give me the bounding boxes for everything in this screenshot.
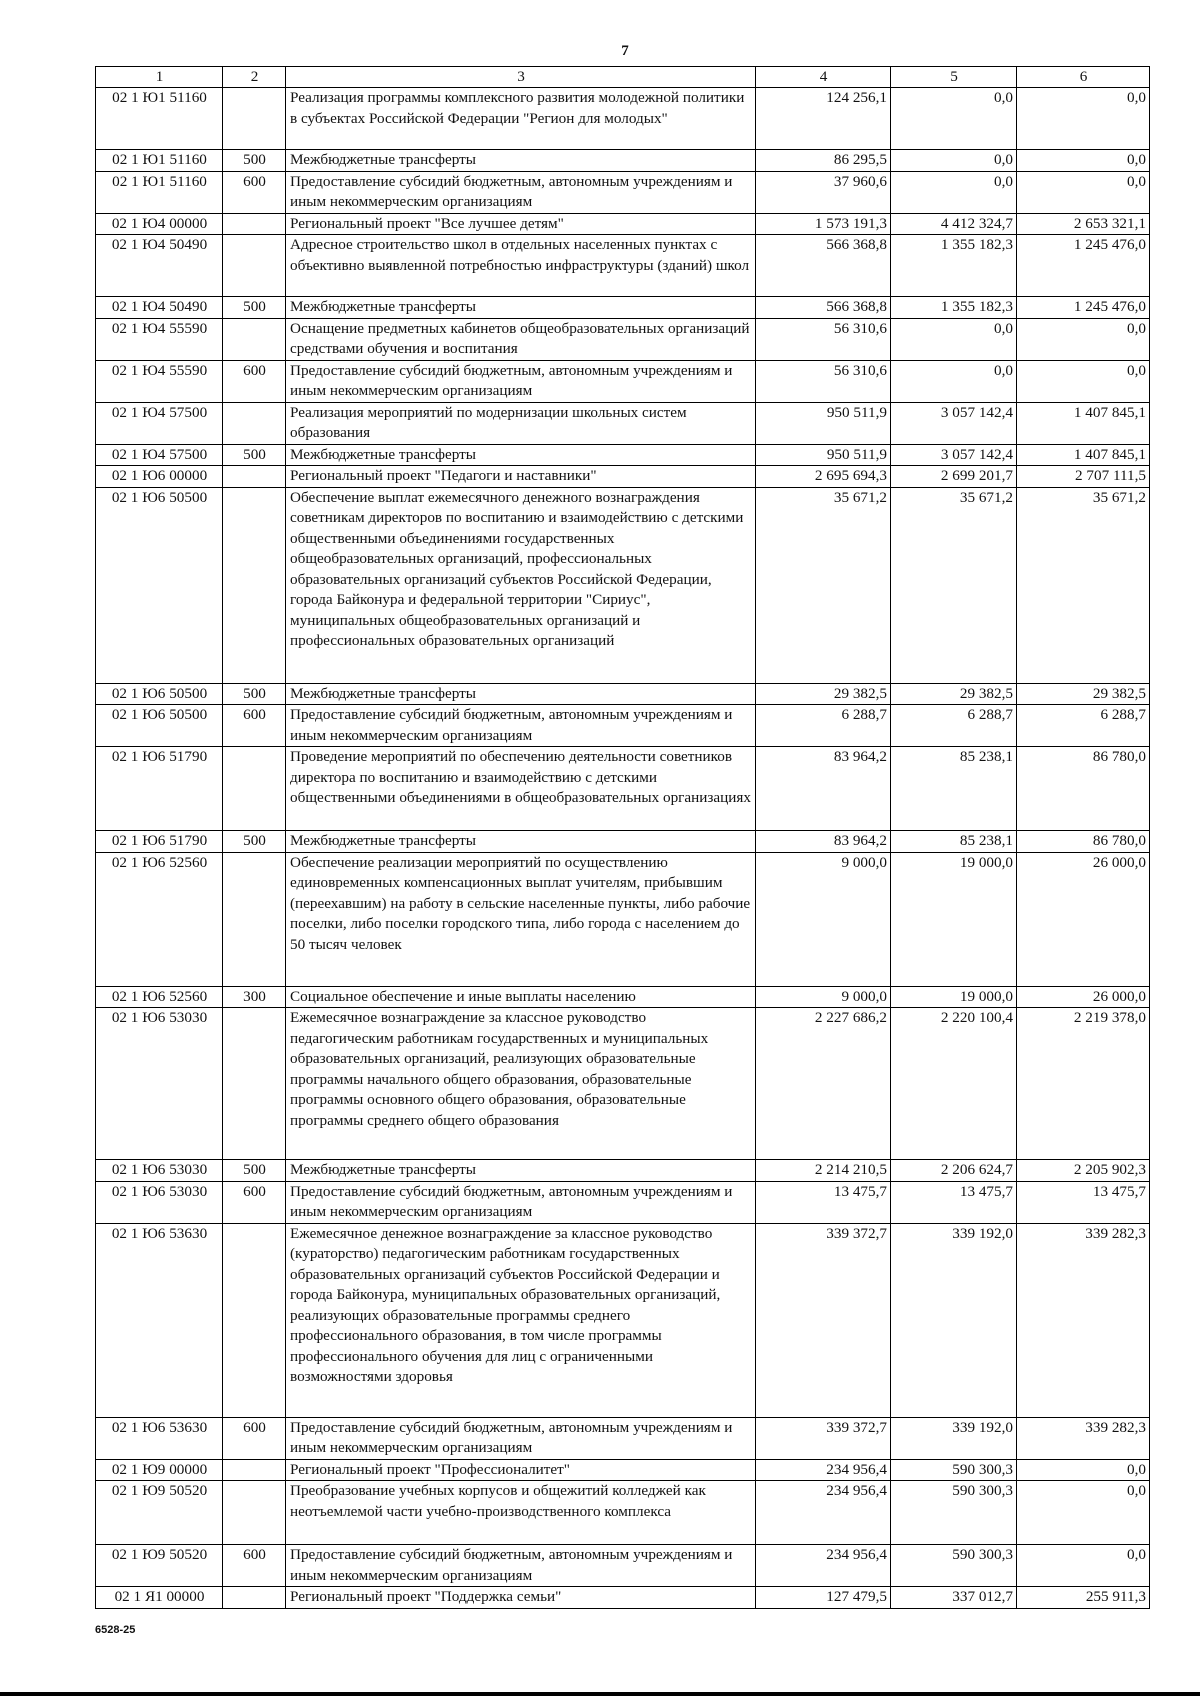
cell-description: Предоставление субсидий бюджетным, автономным учреждениям и иным некоммерческим организациям <box>286 171 756 213</box>
cell-amount-col4: 35 671,2 <box>756 487 891 683</box>
cell-target-code: 02 1 Ю4 55590 <box>96 318 223 360</box>
cell-amount-col5: 0,0 <box>891 318 1017 360</box>
table-row <box>96 213 1150 235</box>
cell-target-code: 02 1 Ю4 00000 <box>96 213 223 235</box>
cell-amount-col4: 37 960,6 <box>756 171 891 213</box>
table-row <box>96 683 1150 705</box>
cell-description: Обеспечение выплат ежемесячного денежного вознаграждения советникам директоров по воспитанию и взаимодействию с детскими общественными объединениями государственных общеобразовательных организаций, профессиональных образовательных организаций субъектов Российской Федерации, города Байконура и федеральной территории "Сириус", муниципальных общеобразовательных организаций и профессиональных образовательных организаций <box>286 487 756 683</box>
table-row <box>96 1008 1150 1160</box>
cell-description: Межбюджетные трансферты <box>286 1160 756 1182</box>
cell-amount-col6: 0,0 <box>1017 318 1150 360</box>
cell-amount-col6: 86 780,0 <box>1017 831 1150 853</box>
cell-target-code: 02 1 Ю6 51790 <box>96 831 223 853</box>
cell-expense-type: 500 <box>223 831 286 853</box>
cell-expense-type: 600 <box>223 171 286 213</box>
cell-expense-type <box>223 487 286 683</box>
document-code: 6528-25 <box>95 1624 136 1636</box>
cell-description: Преобразование учебных корпусов и общежитий колледжей как неотъемлемой части учебно-производственного комплекса <box>286 1481 756 1545</box>
table-row <box>96 402 1150 444</box>
cell-target-code: 02 1 Ю1 51160 <box>96 88 223 150</box>
cell-target-code: 02 1 Ю1 51160 <box>96 150 223 172</box>
cell-amount-col6: 35 671,2 <box>1017 487 1150 683</box>
table-header-row <box>96 67 1150 88</box>
cell-amount-col6: 29 382,5 <box>1017 683 1150 705</box>
table-row <box>96 1481 1150 1545</box>
cell-target-code: 02 1 Ю4 57500 <box>96 444 223 466</box>
cell-description: Предоставление субсидий бюджетным, автономным учреждениям и иным некоммерческим организациям <box>286 705 756 747</box>
cell-amount-col6: 1 245 476,0 <box>1017 297 1150 319</box>
table-row <box>96 1160 1150 1182</box>
cell-amount-col4: 56 310,6 <box>756 360 891 402</box>
cell-amount-col5: 3 057 142,4 <box>891 402 1017 444</box>
table-row <box>96 831 1150 853</box>
cell-target-code: 02 1 Ю6 50500 <box>96 683 223 705</box>
table-row <box>96 444 1150 466</box>
cell-expense-type <box>223 235 286 297</box>
cell-target-code: 02 1 Ю4 50490 <box>96 297 223 319</box>
table-row <box>96 297 1150 319</box>
column-header-2: 2 <box>223 67 286 88</box>
cell-amount-col6: 26 000,0 <box>1017 852 1150 986</box>
cell-amount-col6: 339 282,3 <box>1017 1223 1150 1417</box>
cell-target-code: 02 1 Ю4 50490 <box>96 235 223 297</box>
table-row <box>96 1181 1150 1223</box>
cell-description: Предоставление субсидий бюджетным, автономным учреждениям и иным некоммерческим организациям <box>286 1545 756 1587</box>
cell-amount-col5: 29 382,5 <box>891 683 1017 705</box>
cell-description: Предоставление субсидий бюджетным, автономным учреждениям и иным некоммерческим организациям <box>286 360 756 402</box>
cell-amount-col5: 85 238,1 <box>891 831 1017 853</box>
table-row <box>96 466 1150 488</box>
cell-expense-type <box>223 1481 286 1545</box>
table-row <box>96 171 1150 213</box>
cell-amount-col6: 1 245 476,0 <box>1017 235 1150 297</box>
cell-description: Межбюджетные трансферты <box>286 831 756 853</box>
cell-expense-type: 600 <box>223 1545 286 1587</box>
table-body <box>96 88 1150 1609</box>
cell-expense-type <box>223 1587 286 1609</box>
cell-target-code: 02 1 Я1 00000 <box>96 1587 223 1609</box>
cell-target-code: 02 1 Ю6 53630 <box>96 1223 223 1417</box>
cell-target-code: 02 1 Ю4 55590 <box>96 360 223 402</box>
cell-amount-col5: 590 300,3 <box>891 1481 1017 1545</box>
cell-expense-type: 500 <box>223 150 286 172</box>
column-header-1: 1 <box>96 67 223 88</box>
cell-expense-type: 300 <box>223 986 286 1008</box>
cell-expense-type: 500 <box>223 683 286 705</box>
cell-amount-col4: 339 372,7 <box>756 1417 891 1459</box>
cell-description: Межбюджетные трансферты <box>286 150 756 172</box>
cell-expense-type <box>223 213 286 235</box>
cell-target-code: 02 1 Ю9 50520 <box>96 1481 223 1545</box>
cell-amount-col4: 950 511,9 <box>756 444 891 466</box>
cell-amount-col4: 234 956,4 <box>756 1481 891 1545</box>
scan-edge <box>0 1692 1200 1696</box>
cell-amount-col4: 29 382,5 <box>756 683 891 705</box>
cell-amount-col6: 2 653 321,1 <box>1017 213 1150 235</box>
cell-amount-col4: 234 956,4 <box>756 1459 891 1481</box>
table-row <box>96 705 1150 747</box>
cell-expense-type <box>223 1008 286 1160</box>
cell-amount-col5: 6 288,7 <box>891 705 1017 747</box>
cell-amount-col5: 19 000,0 <box>891 852 1017 986</box>
cell-amount-col5: 0,0 <box>891 171 1017 213</box>
cell-expense-type <box>223 747 286 831</box>
cell-amount-col6: 255 911,3 <box>1017 1587 1150 1609</box>
cell-amount-col4: 83 964,2 <box>756 747 891 831</box>
cell-target-code: 02 1 Ю6 53030 <box>96 1008 223 1160</box>
cell-amount-col6: 0,0 <box>1017 88 1150 150</box>
cell-target-code: 02 1 Ю6 50500 <box>96 705 223 747</box>
cell-amount-col4: 2 227 686,2 <box>756 1008 891 1160</box>
table-row <box>96 88 1150 150</box>
cell-amount-col6: 0,0 <box>1017 1481 1150 1545</box>
cell-expense-type: 600 <box>223 1181 286 1223</box>
cell-amount-col5: 3 057 142,4 <box>891 444 1017 466</box>
cell-expense-type <box>223 1223 286 1417</box>
table-row <box>96 1223 1150 1417</box>
column-header-5: 5 <box>891 67 1017 88</box>
cell-amount-col4: 566 368,8 <box>756 235 891 297</box>
table-row <box>96 1417 1150 1459</box>
cell-amount-col5: 2 206 624,7 <box>891 1160 1017 1182</box>
cell-amount-col4: 56 310,6 <box>756 318 891 360</box>
cell-amount-col6: 13 475,7 <box>1017 1181 1150 1223</box>
cell-description: Региональный проект "Профессионалитет" <box>286 1459 756 1481</box>
cell-expense-type: 500 <box>223 444 286 466</box>
table-row <box>96 318 1150 360</box>
cell-description: Ежемесячное денежное вознаграждение за классное руководство (кураторство) педагогическим работникам государственных образовательных организаций субъектов Российской Федерации и города Байконура, муниципальных образовательных организаций, реализующих образовательные программы среднего профессионального образования, в том числе программы профессионального обучения для лиц с ограниченными возможностями здоровья <box>286 1223 756 1417</box>
cell-amount-col6: 339 282,3 <box>1017 1417 1150 1459</box>
cell-amount-col5: 590 300,3 <box>891 1459 1017 1481</box>
cell-description: Межбюджетные трансферты <box>286 683 756 705</box>
cell-amount-col4: 950 511,9 <box>756 402 891 444</box>
cell-amount-col6: 2 219 378,0 <box>1017 1008 1150 1160</box>
cell-description: Предоставление субсидий бюджетным, автономным учреждениям и иным некоммерческим организациям <box>286 1181 756 1223</box>
cell-expense-type <box>223 88 286 150</box>
cell-amount-col5: 85 238,1 <box>891 747 1017 831</box>
cell-amount-col4: 124 256,1 <box>756 88 891 150</box>
cell-amount-col5: 339 192,0 <box>891 1223 1017 1417</box>
cell-target-code: 02 1 Ю9 50520 <box>96 1545 223 1587</box>
cell-target-code: 02 1 Ю6 50500 <box>96 487 223 683</box>
cell-amount-col5: 2 699 201,7 <box>891 466 1017 488</box>
cell-description: Ежемесячное вознаграждение за классное руководство педагогическим работникам государственных и муниципальных образовательных организаций, реализующих образовательные программы начального общего образования, образовательные программы основного общего образования, образовательные программы среднего общего образования <box>286 1008 756 1160</box>
cell-expense-type: 600 <box>223 360 286 402</box>
cell-amount-col5: 19 000,0 <box>891 986 1017 1008</box>
cell-amount-col5: 0,0 <box>891 88 1017 150</box>
cell-amount-col6: 86 780,0 <box>1017 747 1150 831</box>
cell-description: Региональный проект "Поддержка семьи" <box>286 1587 756 1609</box>
cell-expense-type <box>223 402 286 444</box>
cell-expense-type <box>223 1459 286 1481</box>
cell-amount-col5: 0,0 <box>891 360 1017 402</box>
cell-amount-col5: 2 220 100,4 <box>891 1008 1017 1160</box>
cell-description: Предоставление субсидий бюджетным, автономным учреждениям и иным некоммерческим организациям <box>286 1417 756 1459</box>
cell-target-code: 02 1 Ю1 51160 <box>96 171 223 213</box>
cell-amount-col4: 339 372,7 <box>756 1223 891 1417</box>
cell-description: Социальное обеспечение и иные выплаты населению <box>286 986 756 1008</box>
cell-target-code: 02 1 Ю6 00000 <box>96 466 223 488</box>
cell-amount-col4: 234 956,4 <box>756 1545 891 1587</box>
cell-target-code: 02 1 Ю9 00000 <box>96 1459 223 1481</box>
table-row <box>96 747 1150 831</box>
cell-amount-col6: 0,0 <box>1017 360 1150 402</box>
column-header-6: 6 <box>1017 67 1150 88</box>
table-row <box>96 1545 1150 1587</box>
cell-description: Проведение мероприятий по обеспечению деятельности советников директора по воспитанию и взаимодействию с детскими общественными объединениями в общеобразовательных организациях <box>286 747 756 831</box>
column-header-3: 3 <box>286 67 756 88</box>
cell-description: Региональный проект "Педагоги и наставники" <box>286 466 756 488</box>
table-row <box>96 235 1150 297</box>
cell-amount-col4: 6 288,7 <box>756 705 891 747</box>
cell-amount-col6: 0,0 <box>1017 150 1150 172</box>
cell-amount-col6: 6 288,7 <box>1017 705 1150 747</box>
cell-amount-col6: 0,0 <box>1017 1545 1150 1587</box>
cell-amount-col6: 1 407 845,1 <box>1017 402 1150 444</box>
cell-amount-col4: 9 000,0 <box>756 986 891 1008</box>
table-row <box>96 852 1150 986</box>
cell-target-code: 02 1 Ю6 51790 <box>96 747 223 831</box>
cell-amount-col6: 0,0 <box>1017 171 1150 213</box>
cell-amount-col4: 1 573 191,3 <box>756 213 891 235</box>
cell-amount-col4: 2 214 210,5 <box>756 1160 891 1182</box>
cell-description: Межбюджетные трансферты <box>286 297 756 319</box>
cell-amount-col4: 83 964,2 <box>756 831 891 853</box>
cell-description: Обеспечение реализации мероприятий по осуществлению единовременных компенсационных выплат учителям, прибывшим (переехавшим) на работу в сельские населенные пункты, либо рабочие поселки, либо поселки городского типа, либо города с населением до 50 тысяч человек <box>286 852 756 986</box>
cell-amount-col6: 0,0 <box>1017 1459 1150 1481</box>
cell-amount-col4: 13 475,7 <box>756 1181 891 1223</box>
table-row <box>96 150 1150 172</box>
cell-amount-col6: 26 000,0 <box>1017 986 1150 1008</box>
cell-amount-col5: 590 300,3 <box>891 1545 1017 1587</box>
cell-target-code: 02 1 Ю6 52560 <box>96 852 223 986</box>
table-row <box>96 1587 1150 1609</box>
cell-expense-type <box>223 466 286 488</box>
cell-amount-col6: 1 407 845,1 <box>1017 444 1150 466</box>
cell-expense-type: 500 <box>223 297 286 319</box>
cell-description: Оснащение предметных кабинетов общеобразовательных организаций средствами обучения и воспитания <box>286 318 756 360</box>
cell-amount-col5: 1 355 182,3 <box>891 235 1017 297</box>
cell-amount-col6: 2 707 111,5 <box>1017 466 1150 488</box>
cell-amount-col5: 0,0 <box>891 150 1017 172</box>
cell-target-code: 02 1 Ю6 53030 <box>96 1181 223 1223</box>
cell-description: Реализация мероприятий по модернизации школьных систем образования <box>286 402 756 444</box>
table-row <box>96 487 1150 683</box>
cell-amount-col5: 339 192,0 <box>891 1417 1017 1459</box>
budget-table <box>95 66 1150 1609</box>
cell-amount-col4: 86 295,5 <box>756 150 891 172</box>
cell-target-code: 02 1 Ю6 53630 <box>96 1417 223 1459</box>
cell-expense-type: 600 <box>223 1417 286 1459</box>
cell-amount-col4: 566 368,8 <box>756 297 891 319</box>
cell-expense-type <box>223 318 286 360</box>
cell-amount-col5: 1 355 182,3 <box>891 297 1017 319</box>
cell-amount-col5: 35 671,2 <box>891 487 1017 683</box>
cell-target-code: 02 1 Ю6 52560 <box>96 986 223 1008</box>
cell-description: Адресное строительство школ в отдельных населенных пунктах с объективно выявленной потребностью инфраструктуры (зданий) школ <box>286 235 756 297</box>
cell-amount-col6: 2 205 902,3 <box>1017 1160 1150 1182</box>
cell-amount-col4: 2 695 694,3 <box>756 466 891 488</box>
cell-amount-col4: 127 479,5 <box>756 1587 891 1609</box>
cell-target-code: 02 1 Ю6 53030 <box>96 1160 223 1182</box>
page-number: 7 <box>621 43 629 59</box>
cell-amount-col5: 4 412 324,7 <box>891 213 1017 235</box>
table-row <box>96 986 1150 1008</box>
column-header-4: 4 <box>756 67 891 88</box>
cell-amount-col5: 337 012,7 <box>891 1587 1017 1609</box>
cell-target-code: 02 1 Ю4 57500 <box>96 402 223 444</box>
cell-expense-type: 600 <box>223 705 286 747</box>
cell-description: Региональный проект "Все лучшее детям" <box>286 213 756 235</box>
cell-description: Реализация программы комплексного развития молодежной политики в субъектах Российской Федерации "Регион для молодых" <box>286 88 756 150</box>
table-row <box>96 1459 1150 1481</box>
cell-description: Межбюджетные трансферты <box>286 444 756 466</box>
cell-expense-type: 500 <box>223 1160 286 1182</box>
cell-amount-col4: 9 000,0 <box>756 852 891 986</box>
table-row <box>96 360 1150 402</box>
cell-expense-type <box>223 852 286 986</box>
cell-amount-col5: 13 475,7 <box>891 1181 1017 1223</box>
